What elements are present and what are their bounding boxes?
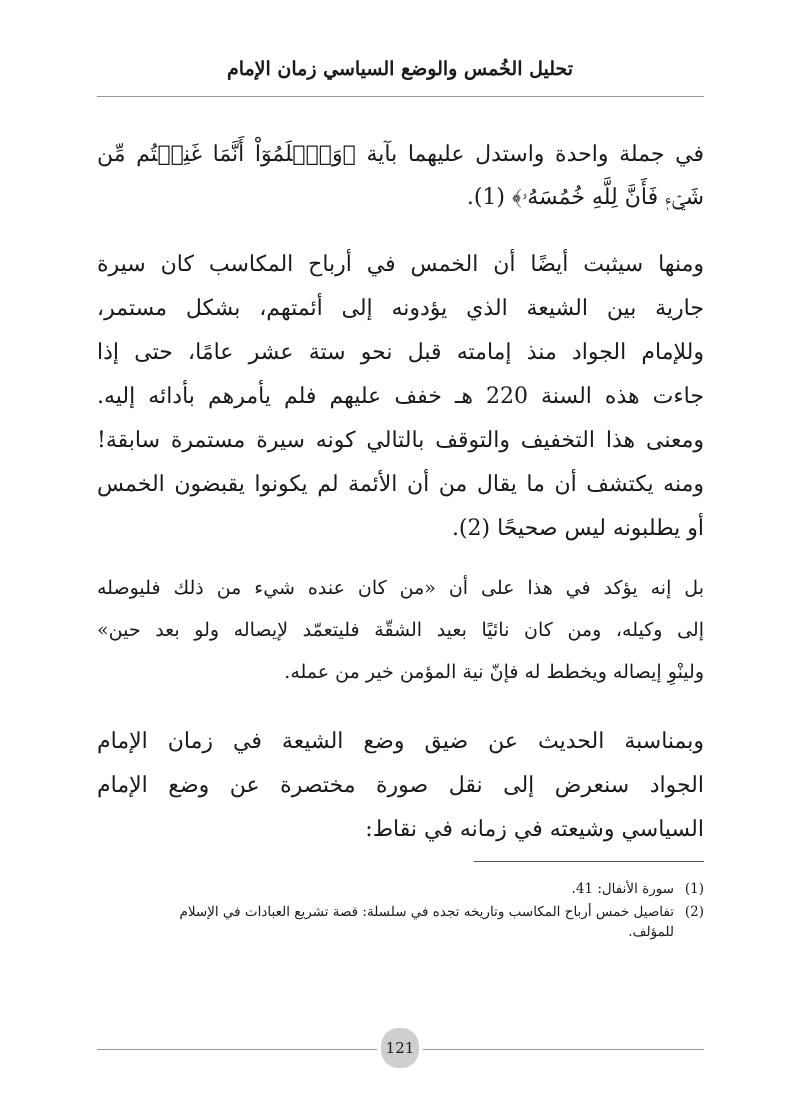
footnote-number: (1) bbox=[684, 881, 704, 897]
footer-rule-left bbox=[97, 1049, 377, 1050]
footnote-text: تفاصيل خمس أرباح المكاسب وتاريخه تجده في سلسلة: قصة تشريع العبادات في الإسلام bbox=[179, 904, 674, 920]
header-rule bbox=[97, 96, 704, 97]
text-line: أو يطلبونه ليس صحيحًا (2). bbox=[451, 516, 704, 541]
text-line: الجواد سنعرض إلى نقل صورة مختصرة عن وضع الإمام bbox=[97, 773, 704, 798]
footnote-rule bbox=[474, 861, 704, 862]
footnote-text: سورة الأنفال: 41. bbox=[571, 881, 674, 897]
page-number: 121 bbox=[381, 1028, 419, 1068]
text-line: إلى وكيله، ومن كان نائيًا بعيد الشقّة فليتعمّد لإيصاله ولو بعد حين» bbox=[97, 619, 704, 641]
footnote-2 bbox=[97, 902, 704, 922]
footnote-2-continued: للمؤلف. bbox=[628, 924, 674, 940]
text-line: وبمناسبة الحديث عن ضيق وضع الشيعة في زمان الإمام bbox=[97, 729, 704, 754]
text-line: بل إنه يؤكد في هذا على أن «من كان عنده شيء من ذلك فليوصله bbox=[97, 577, 704, 599]
text-line: في جملة واحدة واستدل عليهما بآية ﴿وَٱعۡلَمُوٓاْ أَنَّمَا غَنِمۡتُم مِّن bbox=[97, 142, 704, 167]
text-line: شَيۡءٖ فَأَنَّ لِلَّهِ خُمُسَهُۥ﴾ (1). bbox=[466, 185, 704, 210]
text-line: جاءت هذه السنة 220 هـ خفف عليهم فلم يأمرهم بأدائه إليه. bbox=[97, 384, 704, 409]
footnote-number: (2) bbox=[684, 904, 704, 920]
text-line: ومعنى هذا التخفيف والتوقف بالتالي كونه سيرة مستمرة سابقة! bbox=[97, 428, 704, 453]
text-line: ومنها سيثبت أيضًا أن الخمس في أرباح المكاسب كان سيرة bbox=[97, 252, 704, 277]
text-line: جارية بين الشيعة الذي يؤدونه إلى أئمتهم، بشكل مستمر، bbox=[97, 296, 704, 321]
text-line: ومنه يكتشف أن ما يقال من أن الأئمة لم يكونوا يقبضون الخمس bbox=[97, 472, 704, 497]
footer-rule-right bbox=[423, 1049, 704, 1050]
running-header: تحليل الخُمس والوضع السياسي زمان الإمام bbox=[226, 58, 574, 80]
text-line: ولينْوِ إيصاله ويخطط له فإنّ نية المؤمن خير من عمله. bbox=[284, 661, 704, 683]
text-line: وللإمام الجواد منذ إمامته قبل نحو ستة عشر عامًا، حتى إذا bbox=[97, 340, 704, 365]
text-line: السياسي وشيعته في زمانه في نقاط: bbox=[365, 817, 704, 842]
footnote-1 bbox=[97, 879, 704, 899]
